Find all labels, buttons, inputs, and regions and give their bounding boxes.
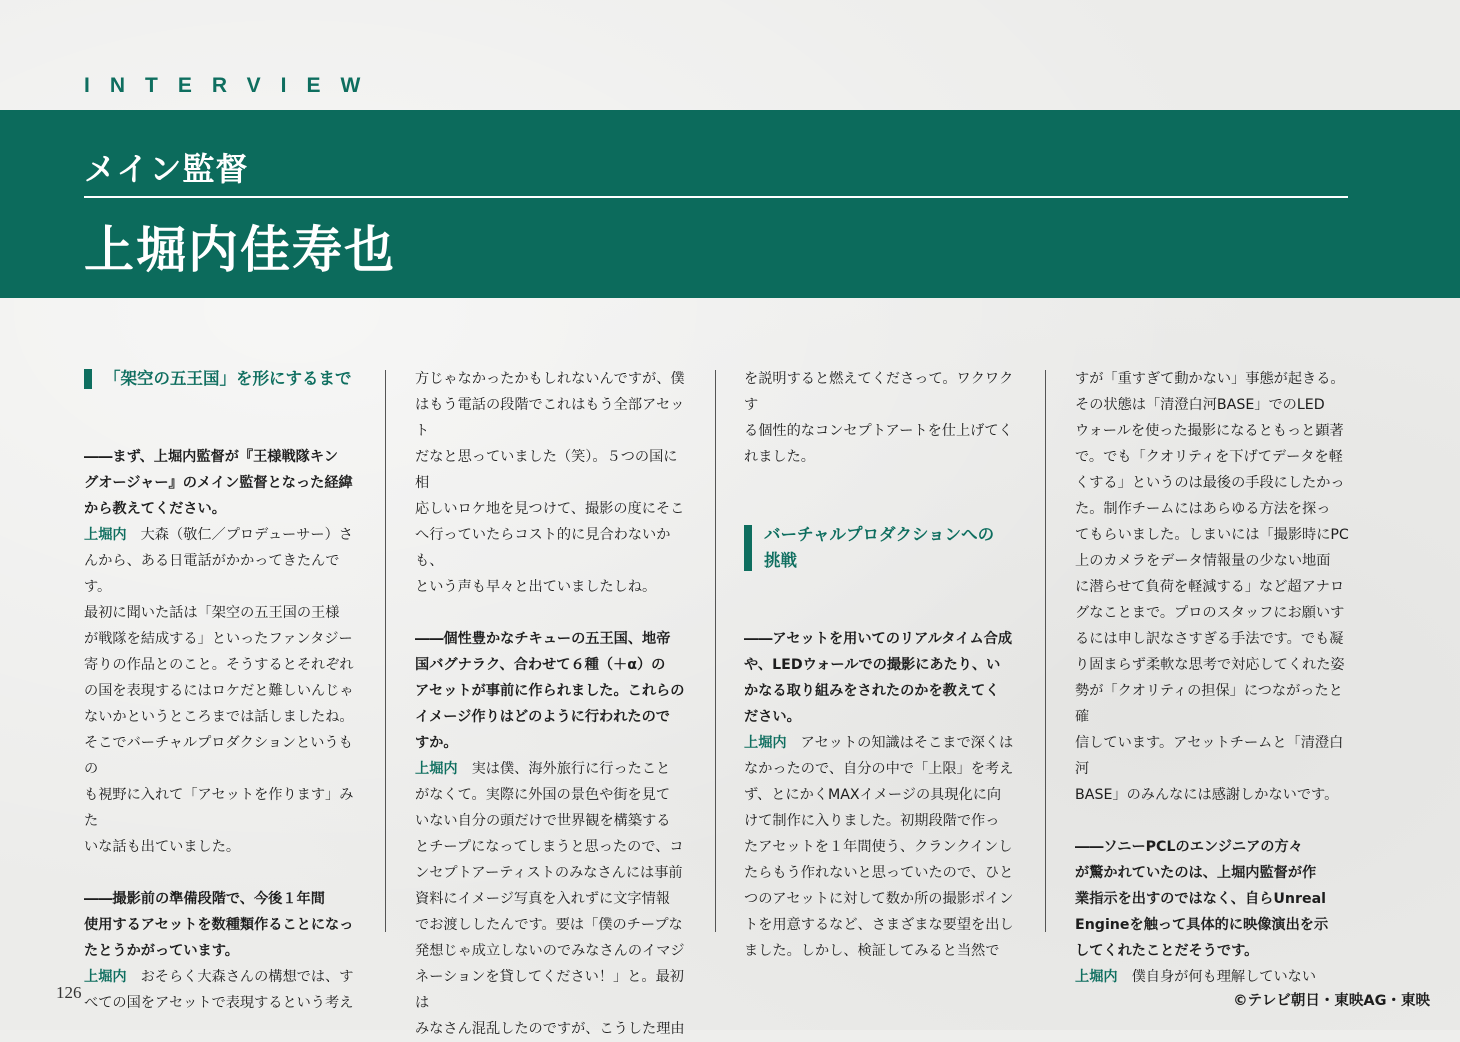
- section-kicker: INTERVIEW: [84, 74, 381, 97]
- interview-question: ――まず、上堀内監督が『王様戦隊キン グオージャー』のメイン監督となった経緯 から教えてください。: [84, 449, 353, 517]
- column-1: [84, 366, 358, 1016]
- interview-question: ――撮影前の準備段階で、今後１年間 使用するアセットを数種類作ることになっ たとうかがっています。: [84, 891, 354, 959]
- interview-answer: 上堀内 実は僕、海外旅行に行ったこと がなくて。実際に外国の景色や街を見て いない自分の頭だけで世界観を構築する とチープになってしまうと思ったので、コ ンセプトアーティストのみなさんには事前 資料にイメージ写真を入れずに文字情報 でお渡ししたんです。要は「僕のチープな 発想じゃ成立しないのでみなさんのイマジ ネーションを貸してください！」と。最初は みなさん混乱したのですが、こうした理由: [415, 761, 685, 1037]
- column-divider: [715, 370, 716, 932]
- interview-answer: 上堀内 アセットの知識はそこまで深くは なかったので、自分の中で「上限」を考え ず、とにかくMAXイメージの具現化に向 けて制作に入りました。初期段階で作っ たアセットを１年間使う、クランクインし たらもう作れないと思っていたので、ひと つのアセットに対して数か所の撮影ポイン トを用意するなど、さまざまな要望を出し ました。しかし、検証してみると当然で: [744, 735, 1014, 959]
- column-4: [1075, 366, 1349, 990]
- interview-question: ――ソニーPCLのエンジニアの方々 が驚かれていたのは、上堀内監督が作 業指示を出すのではなく、自らUnreal Engineを触って具体的に映像演出を示 してくれたことだそうです。: [1075, 839, 1329, 959]
- section-heading: 「架空の五王国」を形にするまで: [84, 366, 358, 392]
- interviewee-role: メイン監督: [84, 150, 249, 188]
- title-divider: [84, 196, 1348, 198]
- interview-question: ――アセットを用いてのリアルタイム合成 や、LEDウォールでの撮影にあたり、い かなる取り組みをされたのかを教えてく ださい。: [744, 631, 1013, 725]
- section-heading: バーチャルプロダクションへの 挑戦: [744, 522, 1018, 574]
- interviewee-name: 上堀内佳寿也: [84, 221, 396, 279]
- column-2: [415, 366, 689, 1042]
- copyright-credit: ©テレビ朝日・東映AG・東映: [1233, 993, 1430, 1009]
- interview-answer-continued: すが「重すぎて動かない」事態が起きる。 その状態は「清澄白河BASE」でのLED ウォールを使った撮影になるともっと顕著 で。でも「クオリティを下げてデータを軽 くする」というのは最後の手段にしたかっ た。制作チームにはあらゆる方法を探っ てもらいました。しまいには「撮影時にPC 上のカメラをデータ情報量の少ない地面 に潜らせて負荷を軽減する」など超アナロ グなことまで。プロのスタッフにお願いす るには申し訳なさすぎる手法です。でも凝 り固まらず柔軟な思考で対応してくれた姿 勢が「クオリティの担保」につながったと確 信しています。アセットチームと「清澄白河 BASE」のみんなには感謝しかないです。: [1075, 371, 1349, 803]
- interview-answer: 上堀内 おそらく大森さんの構想では、す べての国をアセットで表現するという考え: [84, 969, 354, 1011]
- interview-answer: 上堀内 大森（敬仁／プロデューサー）さ んから、ある日電話がかかってきたんです。 最初に聞いた話は「架空の五王国の王様 が戦隊を結成する」といったファンタジー 寄りの作品とのこと。そうするとそれぞれ の国を表現するにはロケだと難しいんじゃ ないかというところまでは話しましたね。 そこでバーチャルプロダクションというもの も視野に入れて「アセットを作ります」みた いな話も出ていました。: [84, 527, 354, 855]
- interview-answer: 上堀内 僕自身が何も理解していない: [1075, 969, 1317, 985]
- column-3: [744, 366, 1018, 964]
- speaker-label: 上堀内: [1075, 969, 1118, 985]
- column-divider: [1045, 370, 1046, 932]
- speaker-label: 上堀内: [744, 735, 787, 751]
- speaker-label: 上堀内: [415, 761, 458, 777]
- interview-question: ――個性豊かなチキューの五王国、地帝 国バグナラク、合わせて６種（＋α）の アセットが事前に作られました。これらの イメージ作りはどのように行われたので すか。: [415, 631, 685, 751]
- page-number: 126: [56, 983, 82, 1002]
- speaker-label: 上堀内: [84, 969, 127, 985]
- interview-answer-continued: 方じゃなかったかもしれないんですが、僕 はもう電話の段階でこれはもう全部アセット だなと思っていました（笑）。５つの国に相 応しいロケ地を見つけて、撮影の度にそこ へ行っていたらコスト的に見合わないかも、 という声も早々と出ていましたしね。: [415, 371, 685, 595]
- interview-answer-continued: を説明すると燃えてくださって。ワクワクす る個性的なコンセプトアートを仕上げてく れました。: [744, 371, 1014, 465]
- column-divider: [385, 370, 386, 932]
- speaker-label: 上堀内: [84, 527, 127, 543]
